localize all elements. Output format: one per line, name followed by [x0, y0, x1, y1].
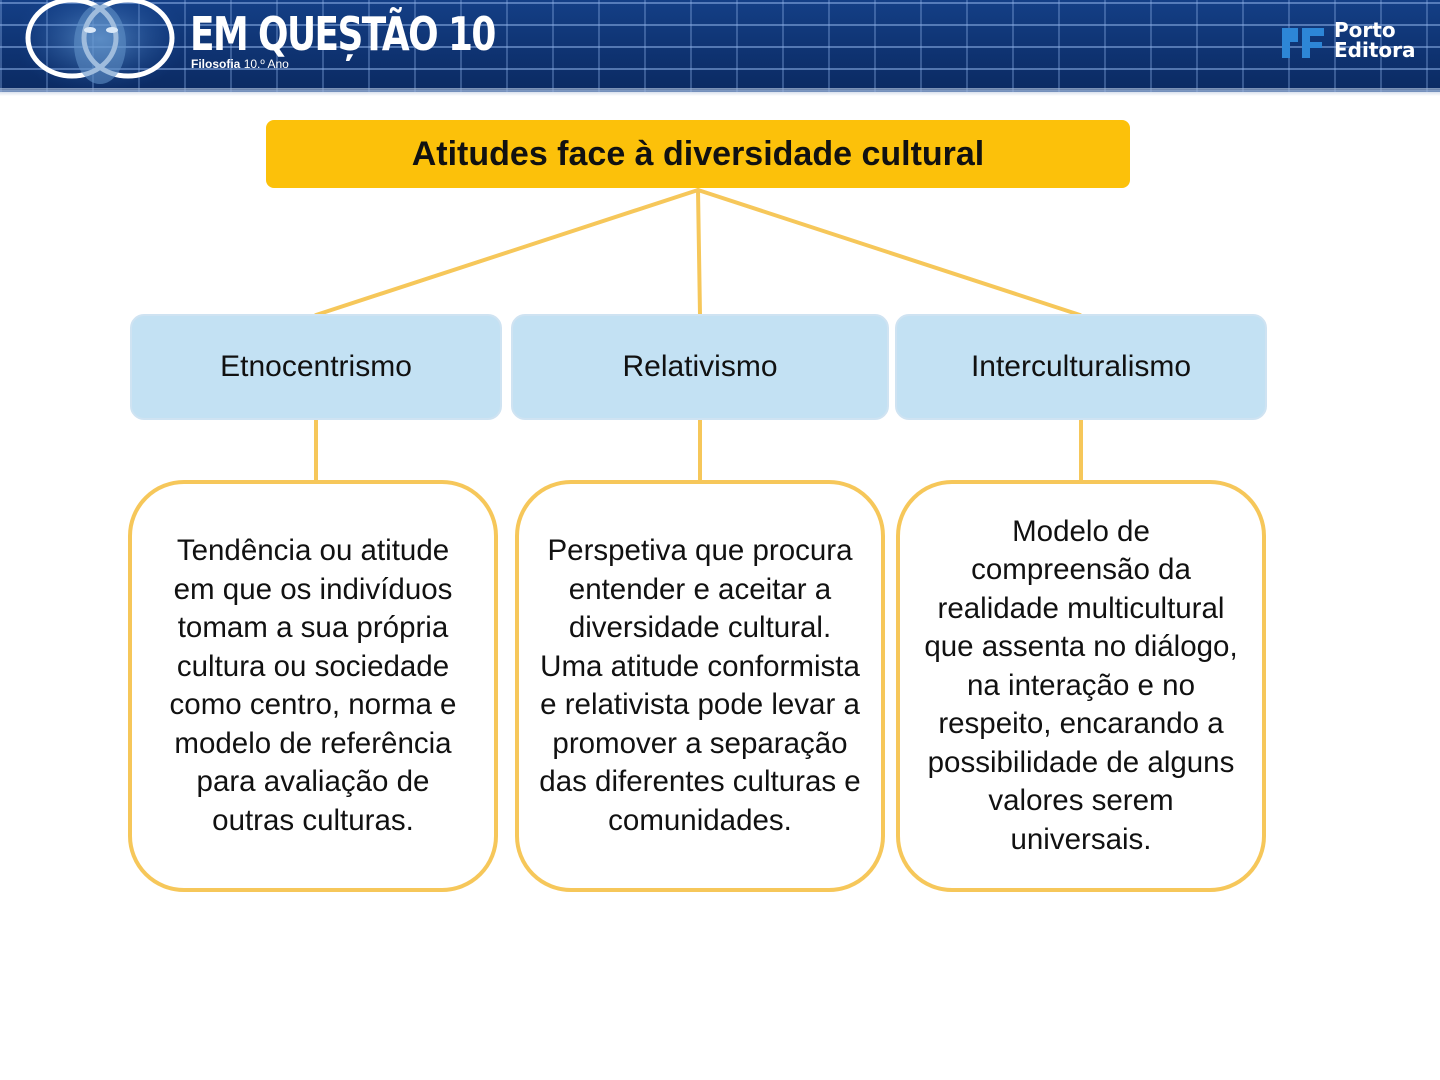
concept-relativismo: Relativismo — [511, 314, 889, 420]
definition-etnocentrismo-text: Tendência ou atitude em que os indivíduos tomam a sua própria cultura ou sociedade como centro, norma e modelo de referência para avaliação de outras culturas. — [169, 534, 457, 837]
definition-relativismo-text: Perspetiva que procura entender e aceitar a diversidade cultural. Uma atitude conformista e relativista pode levar a promover a separação das diferentes culturas e comunidades. — [539, 534, 861, 837]
connector-title-etnocentrismo — [316, 190, 698, 315]
concept-interculturalismo: Interculturalismo — [895, 314, 1267, 420]
publisher-name-line1: Porto — [1334, 18, 1396, 42]
definition-etnocentrismo — [128, 480, 498, 892]
diagram-title: Atitudes face à diversidade cultural — [266, 120, 1130, 188]
year-word: Ano — [267, 57, 289, 71]
publisher-name-line2: Editora — [1334, 38, 1416, 62]
definition-interculturalismo — [896, 480, 1266, 892]
connector-title-interculturalismo — [698, 190, 1080, 315]
definition-interculturalismo-text: Modelo de compreensão da realidade multicultural que assenta no diálogo, na interação e no respeito, encarando a possibilidade de alguns valores serem universais. — [924, 514, 1238, 856]
year-label: 10.º — [243, 57, 265, 71]
concept-etnocentrismo: Etnocentrismo — [130, 314, 502, 420]
connector-title-relativismo — [698, 190, 700, 315]
brand-title: EM QUEȘTÃO 10 — [190, 7, 495, 61]
subject-label: Filosofia — [191, 57, 241, 71]
definition-relativismo — [515, 480, 885, 892]
